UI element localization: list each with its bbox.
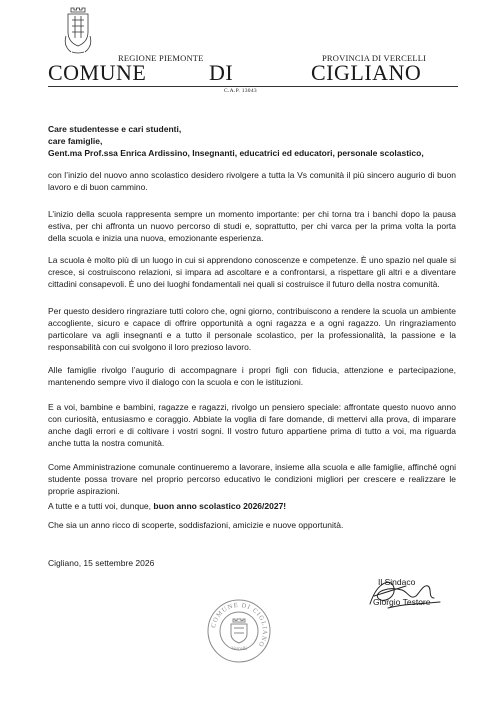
wish-prefix: A tutte e a tutti voi, dunque, [48,501,154,511]
municipality-word-comune: COMUNE [48,60,147,85]
postal-code: C.A.P. 13043 [224,88,257,94]
letter-date: Cigliano, 15 settembre 2026 [48,558,155,568]
paragraph-administration: Come Amministrazione comunale continueremo a lavorare, insieme alla scuola e alle famiglie, affinché ogni studente possa trovare nel proprio percorso educativo le condizioni migliori per crescere e realizzare le proprie aspirazioni. [48,462,456,497]
svg-text:COMUNE DI CIGLIANO [210,602,268,649]
paragraph-wishes: con l’inizio del nuovo anno scolastico desidero rivolgere a tutta la Vs comunità il più sincero augurio di buon lavoro e di buon cammino. [48,170,456,193]
municipality-name: CIGLIANO [311,60,422,85]
paragraph-school-role: La scuola è molto più di un luogo in cui si apprendono conoscenze e competenze. È uno spazio nel quale si cresce, si costruiscono relazioni, si impara ad ascoltare e a confrontarsi, a rispettare gli altri e a diventare cittadini consapevoli. È uno dei luoghi fondamentali nei quali si costruisce il futuro della nostra comunità. [48,255,456,290]
province-label: PROVINCIA DI VERCELLI [322,53,427,63]
paragraph-families: Alle famiglie rivolgo l’augurio di accompagnare i propri figli con fiducia, attenzione e partecipazione, mantenendo sempre vivo il dialogo con la scuola e con le istituzioni. [48,365,456,388]
greeting-line-students: Care studentesse e cari studenti, [48,124,182,134]
paragraph-children: E a voi, bambine e bambini, ragazze e ragazzi, rivolgo un pensiero speciale: affrontate questo nuovo anno con curiosità, entusiasmo e coraggio. Abbiate la voglia di fare domande, di mettervi alla prova, di imparare anche dagli errori e di coltivare i vostri sogni. Il vostro futuro appartiene prima di tutto a voi, ma riguarda anche tutta la nostra comunità. [48,402,456,449]
paragraph-thanks: Per questo desidero ringraziare tutti coloro che, ogni giorno, contribuiscono a rendere la scuola un ambiente accogliente, sicuro e capace di offrire opportunità a ogni ragazza e a ogni ragazzo. Un ringraziamento particolare va agli insegnanti e a tutto il personale scolastico, per la professionalità, la passione e la responsabilità con cui svolgono il loro prezioso lavoro. [48,306,456,353]
greeting-line-staff: Gent.ma Prof.ssa Enrica Ardissino, Insegnanti, educatrici ed educatori, personale scolastico, [48,148,424,159]
municipal-crest-icon [63,6,93,56]
greeting-line-families: care famiglie, [48,136,103,147]
letterhead-divider [48,86,458,87]
paragraph-closing-wish: Che sia un anno ricco di scoperte, soddisfazioni, amicizie e nuove opportunità. [48,520,344,530]
official-stamp [206,598,272,664]
paragraph-new-year-wish [48,500,456,512]
stamp-text: COMUNE DI CIGLIANO [210,601,269,649]
stamp-subtext: Vercelli [231,647,247,652]
signatory-name: Giorgio Testore [373,597,431,607]
greeting [48,123,456,160]
wish-school-year: buon anno scolastico 2026/2027! [153,501,287,511]
paragraph-school-start: L’inizio della scuola rappresenta sempre un momento importante: per chi torna tra i banchi dopo la pausa estiva, per chi affronta un nuovo percorso di studi e, soprattutto, per chi varca per la prima volta la porta della scuola e inizia una nuova, emozionante esperienza. [48,209,456,244]
region-label: REGIONE PIEMONTE [118,53,204,63]
signatory-title: Il Sindaco [378,577,416,587]
municipality-word-di: DI [209,60,234,85]
